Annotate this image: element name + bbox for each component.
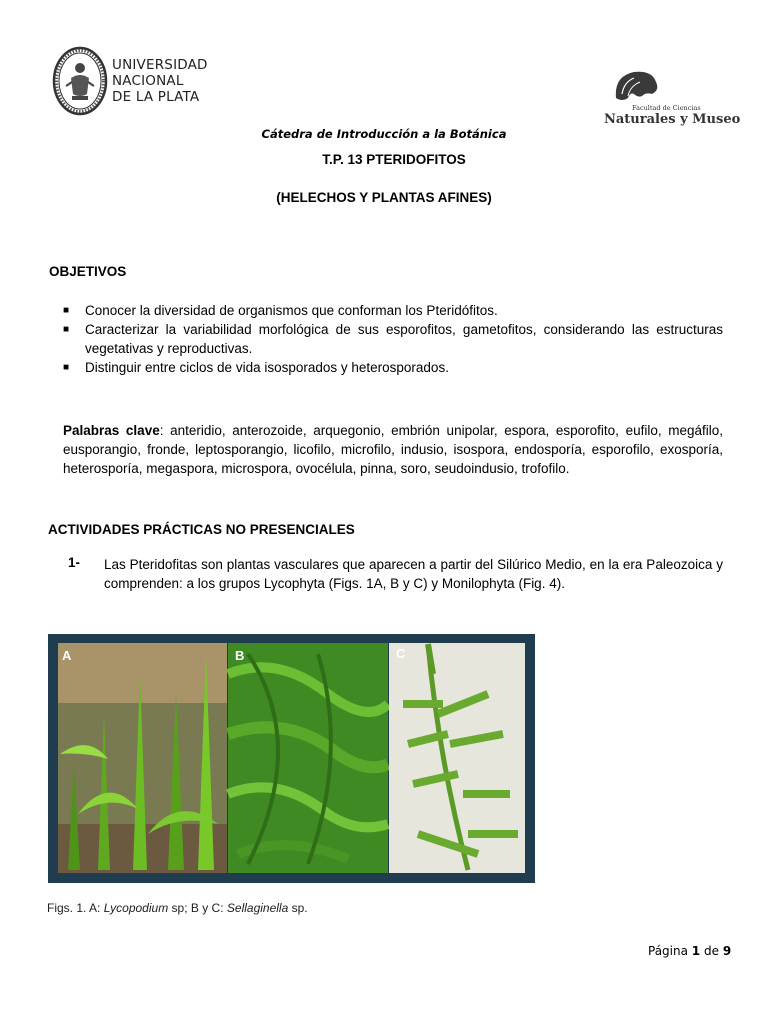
photo-panel-c (389, 643, 525, 873)
keywords-label: Palabras clave (63, 423, 160, 438)
faculty-name-small: Facultad de Ciencias (632, 104, 701, 112)
objective-item (63, 301, 723, 320)
keywords-paragraph (63, 421, 723, 478)
university-name (112, 57, 208, 105)
objective-text: Conocer la diversidad de organismos que conforman los Pteridófitos. (85, 303, 498, 318)
document-subtitle: (HELECHOS Y PLANTAS AFINES) (276, 190, 492, 205)
panel-label-c: C (396, 646, 406, 661)
caption-mid: sp; B y C: (168, 901, 227, 915)
figure-caption (47, 901, 308, 915)
figure-1-photos (48, 634, 535, 883)
activity-text: Las Pteridofitas son plantas vasculares que aparecen a partir del Silúrico Medio, en la era Paleozoica y comprenden: a los grupos Lycophyta (Figs. 1A, B y C) y Monilophyta (Fig. 4). (104, 557, 723, 591)
bullet-icon: ■ (63, 362, 70, 373)
page-word: Página (648, 944, 688, 958)
activity-number: 1- (68, 555, 81, 570)
bullet-icon: ■ (63, 305, 70, 316)
course-name: Cátedra de Introducción a la Botánica (261, 127, 507, 141)
university-line: UNIVERSIDAD (112, 57, 208, 73)
bullet-icon: ■ (63, 324, 70, 335)
activities-heading: ACTIVIDADES PRÁCTICAS NO PRESENCIALES (48, 522, 355, 537)
objectives-heading: OBJETIVOS (49, 264, 127, 279)
objective-text: Caracterizar la variabilidad morfológica de sus esporofitos, gametofitos, considerando las estructuras vegetativas y reproductivas. (85, 322, 723, 356)
panel-label-a: A (62, 648, 72, 663)
page-of: de (703, 944, 719, 958)
objective-item (63, 320, 723, 358)
keywords-text: : anteridio, anterozoide, arquegonio, embrión unipolar, espora, esporofito, eufilo, megáfilo, eusporangio, fronde, leptosporangio, licofilo, microfilo, indusio, isospora, endosporía, esporofilo, exosporía, heterosporía, megaspora, microspora, ovocélula, pinna, soro, seudoindusio, trofofilo. (63, 423, 724, 476)
photo-panel-b (228, 643, 388, 873)
page-current: 1 (691, 944, 701, 958)
panel-label-b: B (235, 648, 245, 663)
caption-genus-b: Sellaginella (226, 901, 289, 915)
document-title: T.P. 13 PTERIDOFITOS (322, 152, 466, 167)
objectives-list (63, 301, 723, 377)
university-line: DE LA PLATA (112, 89, 200, 105)
unlp-seal-logo (52, 46, 108, 116)
university-line: NACIONAL (112, 73, 184, 89)
objective-text: Distinguir entre ciclos de vida isosporados y heterosporados. (85, 360, 449, 375)
page-number (648, 944, 731, 958)
faculty-name: Naturales y Museo (604, 112, 741, 127)
page-total: 9 (722, 944, 732, 958)
photo-panel-a (58, 643, 227, 873)
caption-genus-a: Lycopodium (103, 901, 169, 915)
caption-suffix: sp. (288, 901, 308, 915)
objective-item (63, 358, 723, 377)
caption-prefix: Figs. 1. A: (47, 901, 104, 915)
